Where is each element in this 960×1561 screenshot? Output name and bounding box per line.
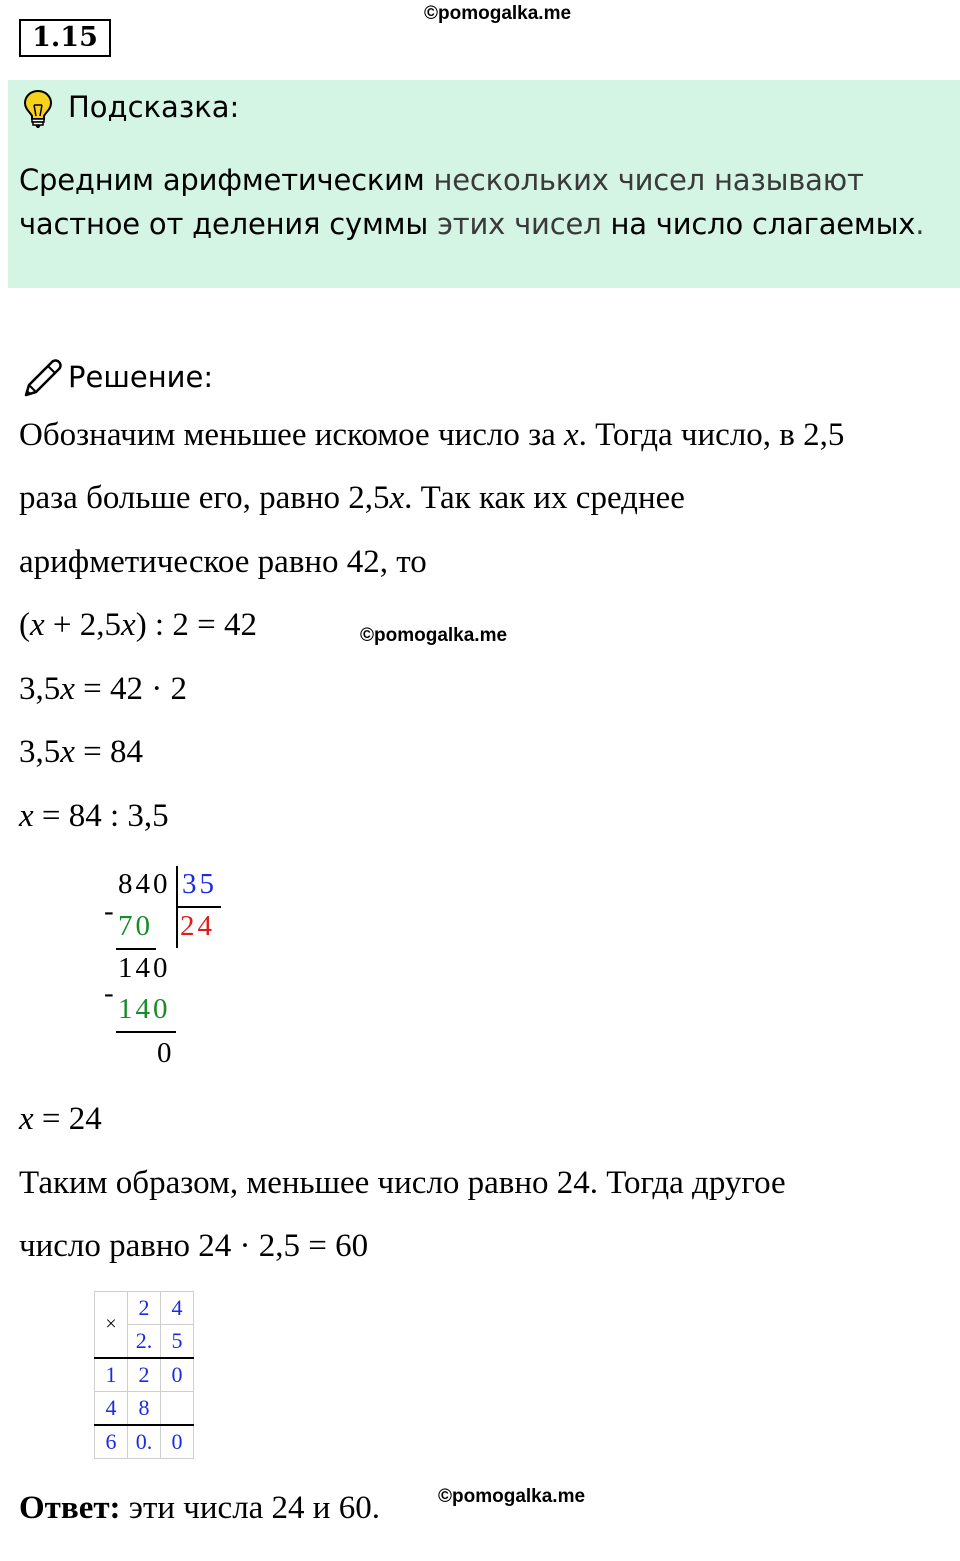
solution-line: Таким образом, меньшее число равно 24. Тогда другое [19, 1165, 786, 1201]
equation: x = 24 [19, 1101, 102, 1137]
hint-title: Подсказка: [68, 90, 240, 124]
solution-line: арифметическое равно 42, то [19, 544, 427, 580]
table-cell: 2. [128, 1325, 161, 1359]
hint-term: частное от деления суммы [19, 207, 429, 241]
hint-plain: этих чисел [428, 207, 611, 241]
task-number: 1.15 [19, 19, 111, 57]
lightbulb-icon [22, 89, 54, 129]
answer-label: Ответ: [19, 1490, 121, 1526]
hint-term: Средним арифметическим [19, 163, 425, 197]
hint-plain: нескольких чисел называют [424, 163, 864, 197]
answer [19, 1490, 380, 1527]
equation: 3,5x = 42 · 2 [19, 671, 188, 707]
division-remainder: 140 [118, 952, 171, 984]
solution-line: раза больше его, равно 2,5x. Так как их среднее [19, 480, 685, 516]
division-quotient: 24 [180, 910, 215, 942]
table-cell: 1 [95, 1358, 128, 1392]
equation: (x + 2,5x) : 2 = 42 [19, 607, 257, 643]
division-divisor: 35 [182, 868, 217, 900]
table-cell: 6 [95, 1425, 128, 1459]
table-cell: 4 [161, 1292, 194, 1325]
table-cell: 2 [128, 1358, 161, 1392]
multiply-sign: × [95, 1292, 128, 1359]
table-cell: 8 [128, 1392, 161, 1426]
solution-line: Обозначим меньшее искомое число за x. Тогда число, в 2,5 [19, 417, 845, 453]
division-remainder: 0 [157, 1037, 172, 1069]
minus-sign: - [104, 895, 114, 927]
watermark: ©pomogalka.me [424, 3, 572, 24]
division-subtrahend: 140 [118, 993, 171, 1025]
hint-term: на число слагаемых [610, 207, 916, 241]
table-cell: 5 [161, 1325, 194, 1359]
watermark: ©pomogalka.me [360, 625, 508, 646]
hint-plain: . [915, 207, 925, 241]
table-cell: 0. [128, 1425, 161, 1459]
hint-text [19, 158, 949, 246]
division-subtrahend: 70 [118, 910, 153, 942]
equation: x = 84 : 3,5 [19, 798, 169, 834]
division-line [116, 1031, 176, 1033]
answer-text: эти числа 24 и 60. [120, 1490, 380, 1526]
table-cell: 2 [128, 1292, 161, 1325]
watermark: ©pomogalka.me [438, 1486, 586, 1507]
table-cell: 0 [161, 1358, 194, 1392]
table-cell: 4 [95, 1392, 128, 1426]
division-dividend: 840 [118, 868, 171, 900]
equation: 3,5x = 84 [19, 734, 144, 770]
table-cell [161, 1392, 194, 1426]
pencil-icon [20, 357, 64, 401]
solution-title: Решение: [68, 360, 214, 394]
minus-sign: - [104, 977, 114, 1009]
solution-line: число равно 24 · 2,5 = 60 [19, 1228, 369, 1264]
multiplication-table [94, 1291, 194, 1459]
table-cell: 0 [161, 1425, 194, 1459]
division-line [116, 948, 156, 950]
division-divisor-line [177, 906, 221, 908]
